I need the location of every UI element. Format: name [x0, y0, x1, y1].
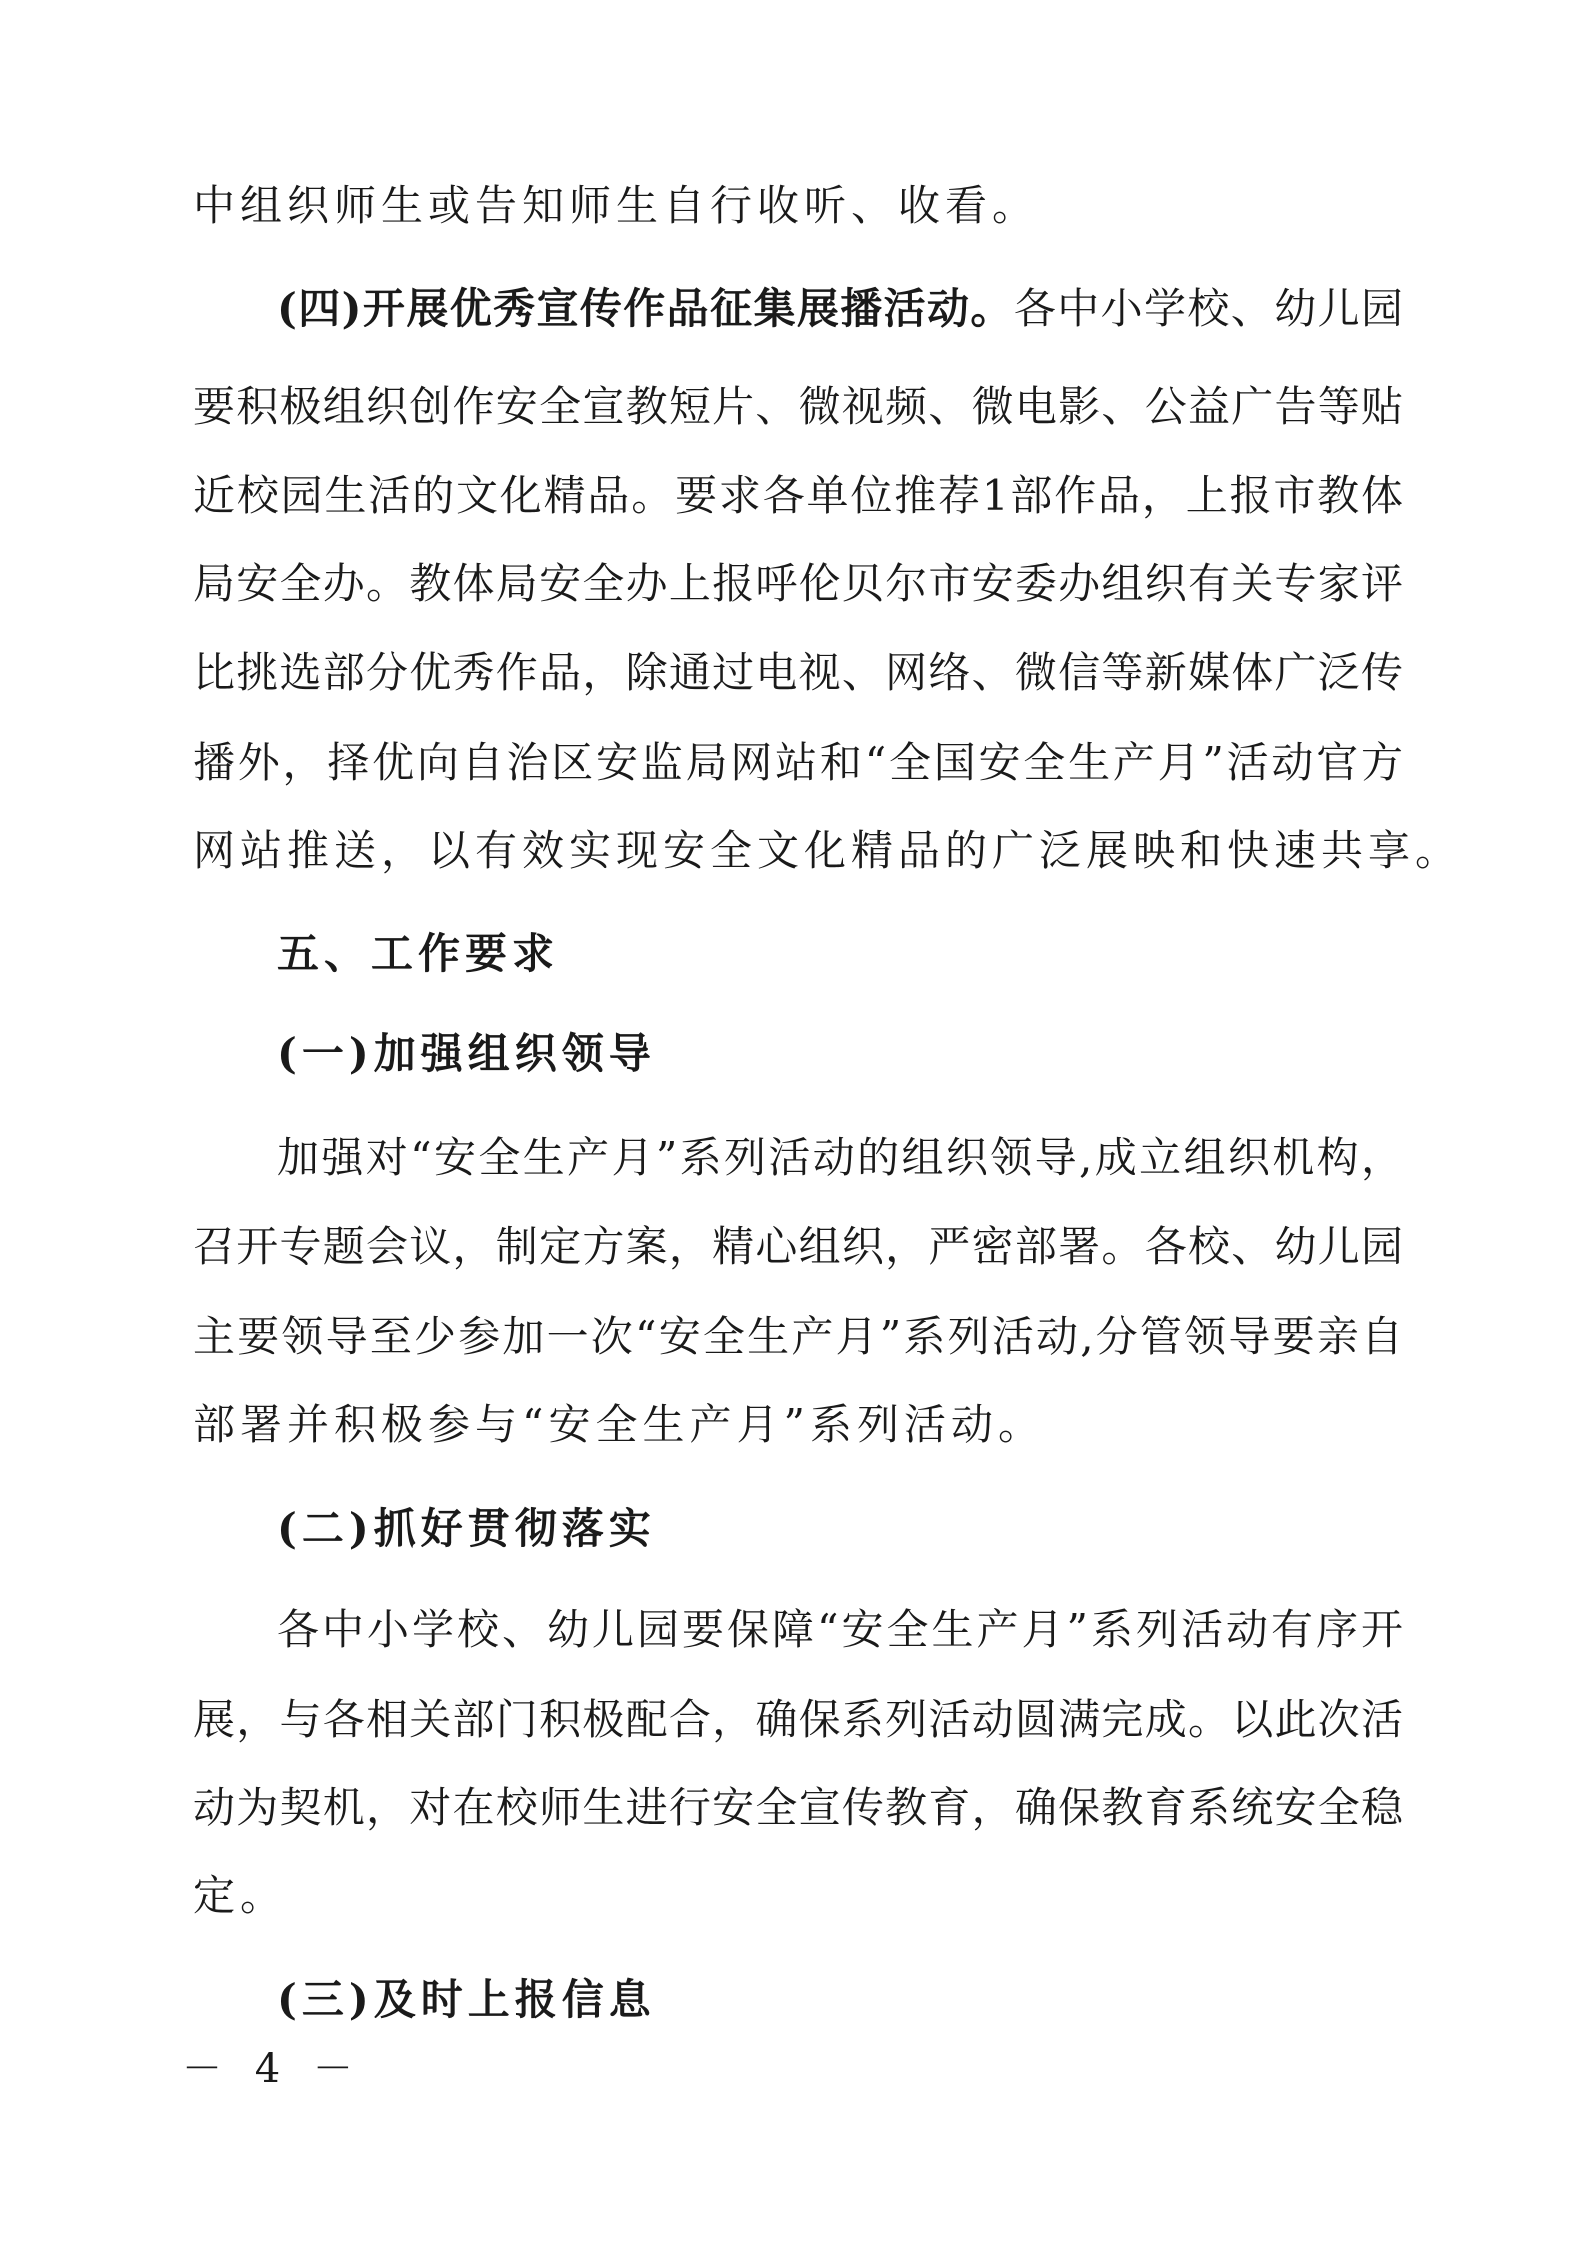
body-line: 近校园生活的文化精品。要求各单位推荐1部作品，上报市教体 — [193, 471, 1403, 520]
body-line: 动为契机，对在校师生进行安全宣传教育，确保教育系统安全稳 — [193, 1783, 1403, 1832]
body-line: 召开专题会议，制定方案，精心组织，严密部署。各校、幼儿园 — [193, 1222, 1403, 1271]
body-line: 中组织师生或告知师生自行收听、收看。 — [193, 181, 1040, 230]
subsection-heading: (一)加强组织领导 — [277, 1029, 656, 1078]
body-line: 展，与各相关部门积极配合，确保系列活动圆满完成。以此次活 — [193, 1695, 1403, 1744]
body-line: 定。 — [193, 1871, 288, 1920]
body-line: 局安全办。教体局安全办上报呼伦贝尔市安委办组织有关专家评 — [193, 559, 1403, 608]
body-line: 网站推送，以有效实现安全文化精品的广泛展映和快速共享。 — [193, 826, 1463, 875]
section-heading: 五、工作要求 — [277, 929, 560, 978]
subsection-heading: (二)抓好贯彻落实 — [277, 1504, 656, 1553]
body-line: 要积极组织创作安全宣教短片、微视频、微电影、公益广告等贴 — [193, 382, 1403, 431]
body-line: 各中小学校、幼儿园要保障“安全生产月”系列活动有序开 — [277, 1605, 1403, 1654]
body-text: 各中小学校、幼儿园 — [1013, 284, 1403, 333]
body-line: 播外，择优向自治区安监局网站和“全国安全生产月”活动官方 — [193, 738, 1403, 787]
subsection-heading: (三)及时上报信息 — [277, 1975, 656, 2024]
body-line: 部署并积极参与“安全生产月”系列活动。 — [193, 1400, 1045, 1449]
page-number: － 4 － — [182, 2046, 363, 2092]
body-line: 加强对“安全生产月”系列活动的组织领导,成立组织机构， — [277, 1133, 1403, 1182]
body-line — [277, 279, 1403, 339]
body-line: 主要领导至少参加一次“安全生产月”系列活动,分管领导要亲自 — [193, 1312, 1403, 1361]
section-heading-inline: (四)开展优秀宣传作品征集展播活动。 — [277, 284, 1014, 333]
body-line: 比挑选部分优秀作品，除通过电视、网络、微信等新媒体广泛传 — [193, 648, 1403, 697]
